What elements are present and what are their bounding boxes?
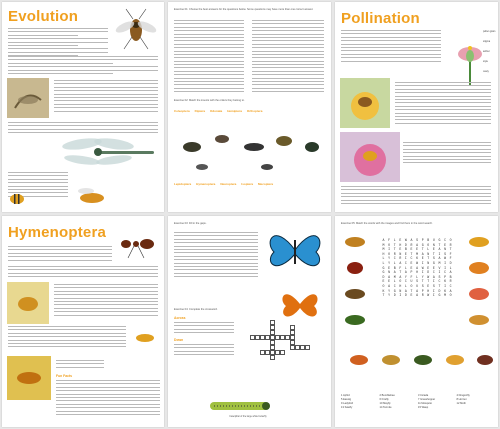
word-search-cell[interactable]: B	[393, 265, 396, 270]
page-evolution	[2, 2, 164, 212]
word-search-cell[interactable]: A	[382, 238, 385, 242]
word-search-cell[interactable]: E	[432, 247, 435, 252]
fill-gap-lines	[174, 232, 258, 279]
word-search-cell[interactable]: M	[438, 260, 441, 265]
fossil-image	[7, 78, 49, 118]
word-search-cell[interactable]: C	[393, 283, 396, 288]
word-search-cell[interactable]: K	[416, 256, 419, 261]
word-search-cell[interactable]: H	[427, 288, 430, 293]
word-search-cell[interactable]: G	[438, 238, 441, 242]
word-search-cell[interactable]: O	[388, 242, 391, 247]
word-search-cell[interactable]: F	[388, 238, 391, 242]
word-search-cell[interactable]: I	[421, 270, 424, 275]
word-search-cell[interactable]: P	[410, 270, 413, 275]
word-search-cell[interactable]: A	[404, 270, 407, 275]
word-search-cell[interactable]: F	[449, 251, 452, 256]
exercise-3-heading: Exercise 03: Fill in the gaps.	[174, 222, 207, 225]
word-search-cell[interactable]: R	[399, 256, 402, 261]
word-search-cell[interactable]: H	[399, 283, 402, 288]
word-search-cell[interactable]: V	[438, 265, 441, 270]
paragraph-lines	[403, 142, 491, 166]
word-search-cell[interactable]: A	[416, 242, 419, 247]
paragraph-lines	[8, 56, 158, 76]
word-search-cell[interactable]: L	[416, 274, 419, 279]
word-search-cell[interactable]: A	[416, 293, 419, 298]
word-search-cell[interactable]: S	[438, 274, 441, 279]
word-search-cell[interactable]: Y	[404, 274, 407, 279]
word-search-cell[interactable]: N	[427, 251, 430, 256]
paragraph-lines	[56, 360, 104, 370]
orders-row-1	[174, 109, 262, 113]
word-search-cell[interactable]: L	[449, 265, 452, 270]
word-search-cell[interactable]: A	[388, 274, 391, 279]
word-search-cell[interactable]: L	[393, 279, 396, 284]
word-search-cell[interactable]: C	[444, 238, 446, 242]
word-search-cell[interactable]: A	[404, 288, 407, 293]
word-search-cell[interactable]: O	[399, 279, 402, 284]
word-search-cell[interactable]: P	[444, 274, 446, 279]
word-search-cell[interactable]: I	[438, 270, 441, 275]
word-search-cell[interactable]: I	[432, 288, 435, 293]
word-search-cell[interactable]: A	[393, 270, 396, 275]
word-search-cell[interactable]: T	[427, 256, 430, 261]
order-label: Mecoptera	[258, 182, 274, 186]
word-search-cell[interactable]: A	[438, 256, 441, 261]
word-search-cell[interactable]: T	[410, 251, 413, 256]
word-search-cell[interactable]: E	[427, 283, 430, 288]
word-search-cell[interactable]: O	[427, 242, 430, 247]
word-search-cell[interactable]: E	[410, 247, 413, 252]
word-list-item: 15 Wasp	[418, 406, 429, 409]
word-search-cell[interactable]: R	[449, 279, 452, 284]
word-search-cell[interactable]: L	[427, 247, 430, 252]
bee-on-pink-flower-image	[340, 132, 400, 182]
word-search-cell[interactable]: E	[410, 265, 413, 270]
word-search-cell[interactable]: B	[427, 238, 430, 242]
word-list-item: 3 Cicada	[418, 394, 429, 397]
insect-match-images	[172, 117, 328, 177]
page-word-search	[335, 216, 498, 427]
word-search-cell[interactable]: F	[399, 265, 402, 270]
word-search-cell[interactable]: C	[410, 256, 413, 261]
word-search-cell[interactable]: E	[410, 293, 413, 298]
word-search-cell[interactable]: S	[416, 279, 419, 284]
word-search-cell[interactable]: D	[382, 274, 385, 279]
word-search-cell[interactable]: G	[438, 293, 441, 298]
word-list-item: 4 Dragonfly	[456, 394, 470, 397]
word-search-cell[interactable]: A	[416, 265, 419, 270]
word-search-cell[interactable]: P	[421, 288, 424, 293]
word-search-cell[interactable]: T	[427, 279, 430, 284]
word-search-cell[interactable]: K	[444, 279, 446, 284]
word-search-cell[interactable]: C	[438, 279, 441, 284]
order-label: Lepidoptera	[174, 182, 192, 186]
word-search-cell[interactable]: N	[388, 270, 391, 275]
paragraph-lines	[56, 380, 160, 417]
page-exercise-3-4	[168, 216, 331, 427]
word-search-cell[interactable]: D	[393, 293, 396, 298]
label-stigma: stigma	[483, 40, 491, 43]
word-search-cell[interactable]: C	[449, 283, 452, 288]
label-style: style	[483, 60, 488, 63]
word-search-cell[interactable]: N	[432, 242, 435, 247]
word-search-cell[interactable]: K	[382, 288, 385, 293]
word-search-cell[interactable]: S	[421, 283, 424, 288]
word-search-cell[interactable]: R	[410, 242, 413, 247]
monarch-butterfly-image	[278, 284, 322, 324]
insect-row-images	[339, 340, 495, 388]
word-search-cell[interactable]: I	[399, 293, 402, 298]
word-list-item: 1 Aphid	[341, 394, 350, 397]
word-search-cell[interactable]: F	[449, 256, 452, 261]
word-search-cell[interactable]: E	[427, 265, 430, 270]
word-search-cell[interactable]: P	[421, 238, 424, 242]
hornet-image	[7, 356, 51, 400]
word-search-cell[interactable]: U	[410, 279, 413, 284]
page-title: Evolution	[8, 8, 79, 25]
word-search-cell[interactable]: L	[404, 283, 407, 288]
word-search-cell[interactable]: R	[421, 293, 424, 298]
word-search-cell[interactable]: M	[382, 242, 385, 247]
order-label: Neuroptera	[220, 182, 237, 186]
word-search-cell[interactable]: Y	[421, 274, 424, 279]
paragraph-lines	[395, 82, 491, 126]
word-list-item: 6 Firefly	[379, 398, 389, 401]
paragraph-lines	[8, 28, 108, 59]
order-label: Hymenoptera	[196, 182, 216, 186]
word-search-cell[interactable]: I	[444, 260, 446, 265]
label-ovary: ovary	[483, 70, 489, 73]
word-search-cell[interactable]: Y	[388, 256, 391, 261]
word-search-cell[interactable]: S	[416, 238, 419, 242]
word-search-cell[interactable]: E	[444, 242, 446, 247]
word-search-cell[interactable]: M	[382, 247, 385, 252]
across-heading: Across	[174, 316, 186, 320]
word-search-cell[interactable]: E	[410, 260, 413, 265]
word-search-cell[interactable]: C	[404, 279, 407, 284]
caterpillar-image	[208, 396, 272, 414]
word-search-cell[interactable]: N	[399, 288, 402, 293]
word-search-cell[interactable]: A	[438, 247, 441, 252]
word-search-cell[interactable]: L	[404, 265, 407, 270]
blue-butterfly-image	[264, 222, 326, 278]
word-search-cell[interactable]: R	[449, 242, 452, 247]
caterpillar-caption: Caterpillar of the large white butterfly	[229, 416, 267, 418]
word-search-cell[interactable]: A	[399, 274, 402, 279]
word-search-cell[interactable]: D	[427, 270, 430, 275]
word-search-cell[interactable]: W	[427, 274, 430, 279]
paragraph-lines	[8, 246, 112, 263]
word-list-item: 10 Mayfly	[379, 402, 391, 405]
label-anther: anther	[483, 50, 490, 53]
word-search-cell[interactable]: D	[449, 260, 452, 265]
word-search-cell[interactable]: L	[393, 238, 396, 242]
word-search-cell[interactable]: G	[393, 288, 396, 293]
word-search-cell[interactable]: E	[388, 265, 391, 270]
word-search-cell[interactable]: G	[382, 270, 385, 275]
wasp-image	[130, 322, 160, 352]
paragraph-lines	[8, 266, 158, 280]
clue-lines	[174, 344, 234, 358]
question-block	[252, 20, 324, 95]
word-search-cell[interactable]: G	[382, 265, 385, 270]
word-search-cell[interactable]: D	[404, 242, 407, 247]
word-search-cell[interactable]: N	[444, 247, 446, 252]
word-search-cell[interactable]: G	[432, 260, 435, 265]
paragraph-lines	[8, 326, 126, 350]
wasp-image	[72, 182, 112, 210]
word-search-cell[interactable]: T	[438, 283, 441, 288]
word-search-cell[interactable]: E	[399, 238, 402, 242]
word-search-cell[interactable]: E	[432, 265, 435, 270]
paragraph-lines	[341, 30, 441, 64]
word-search-cell[interactable]: M	[416, 251, 419, 256]
ant-image	[114, 224, 160, 262]
bee-fly-illustration	[110, 5, 162, 55]
bee-image	[7, 282, 49, 324]
paragraph-lines	[54, 284, 158, 318]
word-list-item: 7 Grasshopper	[418, 398, 436, 401]
word-search-cell[interactable]: A	[449, 288, 452, 293]
word-search-cell[interactable]: O	[388, 251, 391, 256]
question-block	[174, 20, 244, 95]
word-list-item: 12 Moth	[456, 402, 466, 405]
word-search-cell[interactable]: O	[449, 238, 452, 242]
word-search-cell[interactable]: M	[393, 274, 396, 279]
label-pollen: pollen grain	[483, 30, 496, 33]
word-search-cell[interactable]: S	[432, 256, 435, 261]
word-search-cell[interactable]: T	[449, 247, 452, 252]
word-search-cell[interactable]: W	[421, 265, 424, 270]
word-search-cell[interactable]: I	[432, 279, 435, 284]
word-search-cell[interactable]: A	[432, 274, 435, 279]
word-search-cell[interactable]: E	[416, 247, 419, 252]
word-search-cell[interactable]: M	[444, 293, 446, 298]
order-label: Hemiptera	[227, 109, 242, 113]
word-search-cell[interactable]: C	[393, 256, 396, 261]
word-search-cell[interactable]: Y	[388, 260, 391, 265]
word-search-cell[interactable]: A	[416, 288, 419, 293]
crossword-grid[interactable]	[240, 320, 328, 390]
down-heading: Down	[174, 338, 184, 342]
flower-diagram	[445, 26, 495, 90]
word-search-cell[interactable]: O	[410, 283, 413, 288]
word-list	[341, 394, 493, 409]
word-search-cell[interactable]: T	[421, 247, 424, 252]
word-search-cell[interactable]: T	[393, 242, 396, 247]
exercise-2-heading: Exercise 02: Match the insects with the orders they belong to.	[174, 99, 245, 102]
order-label: Odonata	[210, 109, 223, 113]
exercise-1-heading: Exercise 01: Choose the best answers for the questions below. Some questions may have more than one correct answer.	[174, 8, 314, 11]
word-search-cell[interactable]: A	[410, 238, 413, 242]
word-search-cell[interactable]: E	[388, 279, 391, 284]
page-exercise-1-2	[168, 2, 331, 212]
word-search-cell[interactable]: A	[399, 260, 402, 265]
word-search-cell[interactable]: U	[416, 283, 419, 288]
word-search-cell[interactable]: S	[432, 283, 435, 288]
page-hymenoptera	[2, 216, 164, 427]
word-search-cell[interactable]: L	[382, 260, 385, 265]
fun-facts-heading: Fun Facts	[56, 374, 73, 378]
word-search-cell[interactable]: C	[432, 270, 435, 275]
word-search-cell[interactable]: T	[393, 247, 396, 252]
word-search-cell[interactable]: W	[444, 256, 446, 261]
paragraph-lines	[54, 80, 158, 114]
word-search-cell[interactable]: E	[421, 256, 424, 261]
word-search-cell[interactable]: N	[399, 251, 402, 256]
word-list-item: 5 Earwig	[341, 398, 352, 401]
word-search-cell[interactable]: B	[449, 274, 452, 279]
word-search-cell[interactable]: H	[416, 270, 419, 275]
page-pollination	[335, 2, 498, 212]
word-search-cell[interactable]: B	[404, 247, 407, 252]
word-search-cell[interactable]: T	[438, 242, 441, 247]
exercise-4-heading: Exercise 04: Complete the crossword.	[174, 308, 218, 311]
bee-image	[6, 188, 28, 208]
word-search-cell[interactable]: W	[416, 260, 419, 265]
word-search-cell[interactable]: E	[399, 247, 402, 252]
order-label: Isoptera	[241, 182, 254, 186]
word-search-cell[interactable]: A	[449, 270, 452, 275]
dragonfly-image	[52, 132, 156, 174]
word-search-cell[interactable]: O	[382, 283, 385, 288]
word-search-cell[interactable]: A	[421, 251, 424, 256]
word-list-item: 9 Ladybird	[341, 402, 354, 405]
word-search-cell[interactable]: U	[432, 238, 435, 242]
word-search-cell[interactable]: I	[444, 283, 446, 288]
word-list-item: 14 Termite	[379, 406, 392, 409]
word-search-cell[interactable]: L	[382, 256, 385, 261]
word-search-cell[interactable]: I	[388, 247, 391, 252]
order-label: Coleoptera	[174, 109, 190, 113]
word-search-cell[interactable]: I	[421, 260, 424, 265]
word-search-cell[interactable]: E	[404, 251, 407, 256]
word-search-cell[interactable]: R	[393, 251, 396, 256]
exercise-5-heading: Exercise 05: Match the words with the images and find them in the word search.	[341, 222, 433, 225]
word-search-cell[interactable]: S	[444, 251, 446, 256]
word-search-cell[interactable]: T	[421, 279, 424, 284]
word-search-cell[interactable]: Y	[388, 293, 391, 298]
word-search-cell[interactable]: D	[438, 288, 441, 293]
word-search-cell[interactable]: K	[444, 288, 446, 293]
word-search-cell[interactable]: N	[427, 260, 430, 265]
word-search-cell[interactable]: Y	[388, 288, 391, 293]
bee-on-flower-image	[340, 78, 390, 128]
word-list-item: 8 Hornet	[456, 398, 467, 401]
word-search-cell[interactable]: T	[399, 270, 402, 275]
page-title: Pollination	[341, 10, 420, 27]
word-search-cell[interactable]: T	[382, 293, 385, 298]
word-search-cell[interactable]: I	[404, 256, 407, 261]
order-label: Diptera	[194, 109, 206, 113]
word-search-cell[interactable]: H	[382, 251, 385, 256]
word-search-cell[interactable]: I	[438, 251, 441, 256]
word-search-cell[interactable]: I	[432, 293, 435, 298]
word-search-cell[interactable]: E	[382, 279, 385, 284]
word-search-cell[interactable]: T	[410, 288, 413, 293]
word-search-cell[interactable]: D	[404, 293, 407, 298]
word-list-item: 2 Bumblebee	[379, 394, 395, 397]
word-search-cell[interactable]: L	[393, 260, 396, 265]
paragraph-lines	[341, 186, 491, 206]
word-search-grid[interactable]	[381, 238, 453, 297]
word-search-cell[interactable]: W	[427, 293, 430, 298]
word-search-cell[interactable]: F	[410, 274, 413, 279]
word-search-cell[interactable]: T	[432, 251, 435, 256]
word-search-cell[interactable]: A	[388, 283, 391, 288]
word-search-cell[interactable]: W	[404, 238, 407, 242]
word-search-cell[interactable]: C	[444, 270, 446, 275]
word-search-cell[interactable]: G	[421, 242, 424, 247]
word-list-item: 13 Sawfly	[341, 406, 353, 409]
word-search-cell[interactable]: C	[404, 260, 407, 265]
page-title: Hymenoptera	[8, 224, 107, 241]
word-list-item: 11 Mosquito	[418, 402, 432, 405]
clue-lines	[174, 322, 234, 336]
orders-row-2	[174, 182, 273, 186]
word-search-cell[interactable]: O	[449, 293, 452, 298]
order-label: Orthoptera	[246, 109, 263, 113]
word-search-cell[interactable]: I	[444, 265, 446, 270]
word-search-cell[interactable]: H	[399, 242, 402, 247]
